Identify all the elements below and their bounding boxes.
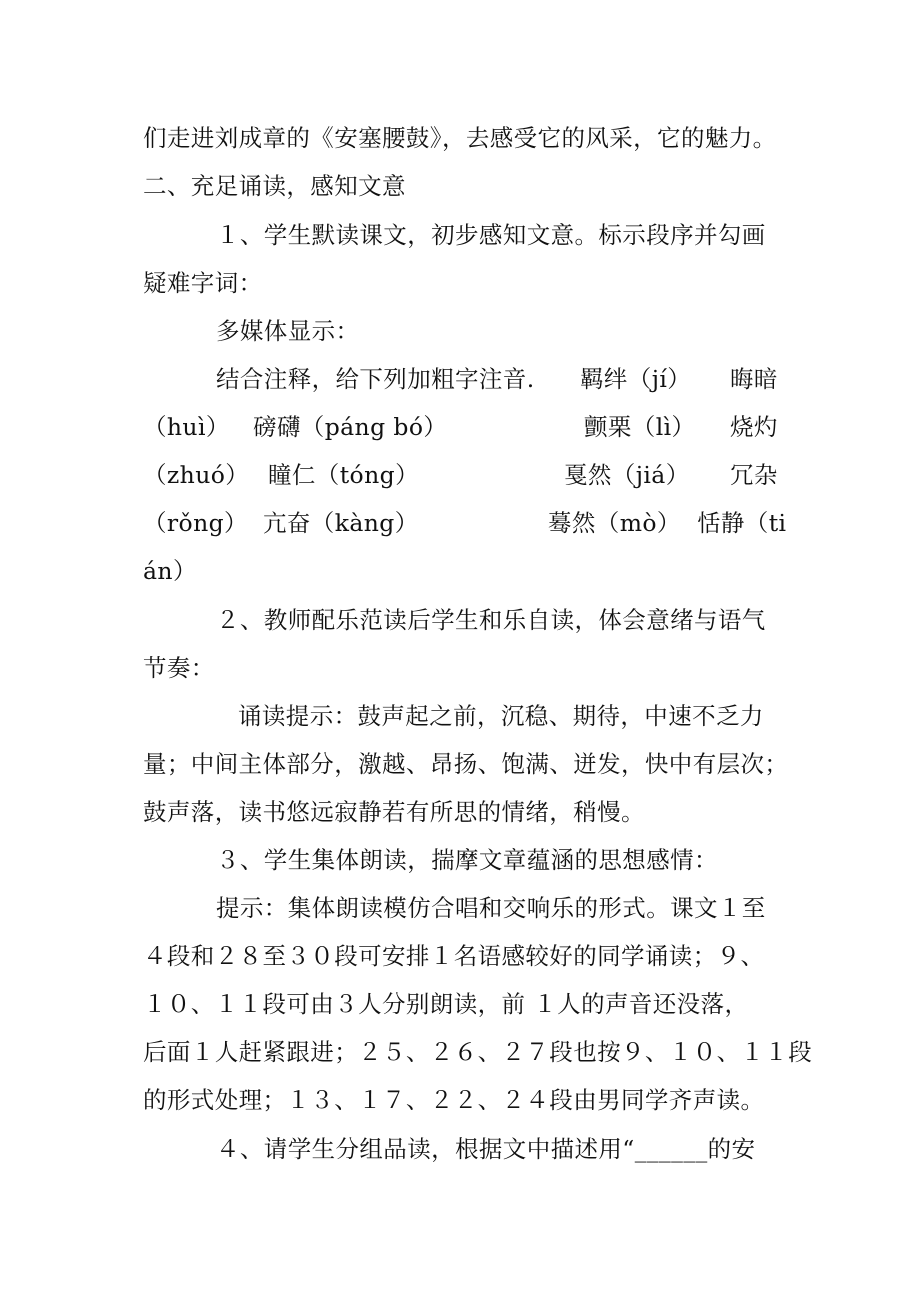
pinyin-row1-mid: 羁绊（jí） [580,365,692,393]
pinyin-row2-mid: 磅礴（páng bó） [253,413,448,441]
intro-line: 们走进刘成章的《安塞腰鼓》，去感受它的风采，它的魅力。 [143,124,777,152]
step3-tip-line2: ４段和２８至３０段可安排１名语感较好的同学诵读；９、 [143,942,765,970]
pinyin-row4-right: 恬静（ti [697,509,787,537]
step3-tip-line3: １０、１１段可由３人分别朗读，前 １人的声音还没落， [143,990,749,1018]
recital-tip-line2: 量；中间主体部分，激越、昂扬、饱满、迸发，快中有层次； [143,750,789,778]
recital-tip-line1: 诵读提示：鼓声起之前，沉稳、期待，中速不乏力 [238,702,764,730]
pinyin-row1-right: 晦暗 [730,365,778,393]
recital-tip-line3: 鼓声落，读书悠远寂静若有所思的情绪，稍慢。 [143,798,645,826]
pinyin-row1-left: 结合注释，给下列加粗字注音. [216,365,535,393]
pinyin-row3-right: 冗杂 [730,461,778,489]
step2-line2: 节奏： [143,654,215,682]
pinyin-row4-mid: 亢奋（kàng） [263,509,419,537]
step1-line1: １、学生默读课文，初步感知文意。标示段序并勾画 [216,221,766,249]
pinyin-row3-far: 戛然（jiá） [564,461,690,489]
pinyin-row2-far: 颤栗（lì） [584,413,696,441]
pinyin-row3-mid: 瞳仁（tóng） [268,461,419,489]
pinyin-row5-left: án） [143,557,197,585]
pinyin-row4-left: （rǒng） [143,509,248,537]
step3-tip-line1: 提示：集体朗读模仿合唱和交响乐的形式。课文１至 [216,894,766,922]
step1-line2: 疑难字词： [143,269,263,297]
step3-line1: ３、学生集体朗读，揣摩文章蕴涵的思想感情： [216,846,718,874]
step3-tip-line5: 的形式处理；１３、１７、２２、２４段由男同学齐声读。 [143,1086,765,1114]
section-heading: 二、充足诵读，感知文意 [143,172,406,200]
pinyin-row2-right: 烧灼 [730,413,778,441]
step3-tip-line4: 后面１人赶紧跟进；２５、２６、２７段也按９、１０、１１段 [143,1038,813,1066]
pinyin-row4-far: 蓦然（mò） [548,509,681,537]
step2-line1: ２、教师配乐范读后学生和乐自读，体会意绪与语气 [216,606,766,634]
pinyin-row2-left: （huì） [143,413,230,441]
step4-line1: ４、请学生分组品读，根据文中描述用“______的安 [216,1135,756,1163]
media-label: 多媒体显示： [216,317,360,345]
pinyin-row3-left: （zhuó） [143,461,250,489]
